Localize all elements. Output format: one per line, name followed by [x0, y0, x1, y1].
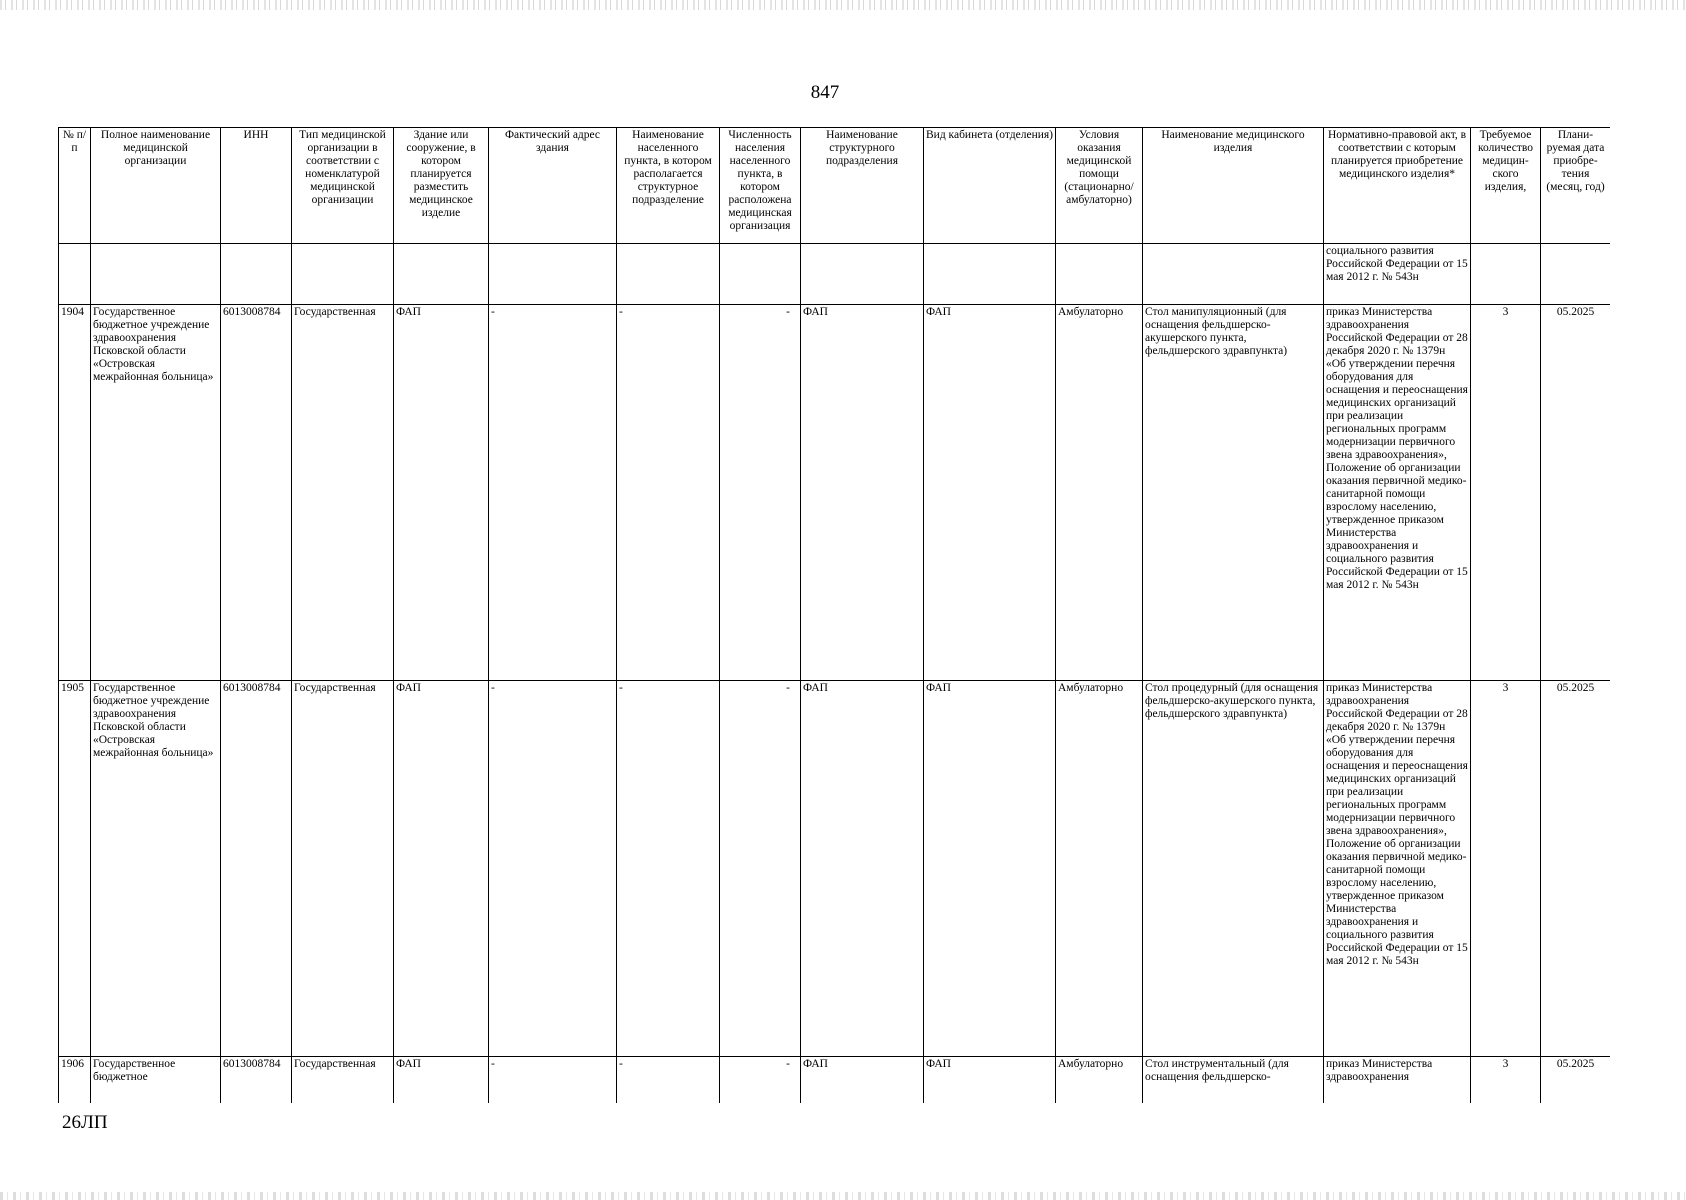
header-inn: ИНН	[221, 128, 292, 244]
cell-address: -	[489, 681, 617, 1057]
table-row	[59, 305, 1611, 681]
scan-edge-top	[0, 0, 1686, 10]
table-row	[59, 1057, 1611, 1104]
cell-settlement: -	[617, 681, 720, 1057]
cell-settlement: -	[617, 1057, 720, 1104]
procurement-table-wrapper	[58, 127, 1610, 1103]
cell-num: 1904	[59, 305, 91, 681]
header-type: Тип медицинской организации в соответствии с номенклатурой медицинской организации	[292, 128, 394, 244]
header-date: Плани-руемая дата приобре-тения (месяц, год)	[1541, 128, 1611, 244]
header-act: Нормативно-правовой акт, в соответствии с которым планируется приобретение медицинского изделия*	[1324, 128, 1471, 244]
cell-num: 1906	[59, 1057, 91, 1104]
cell-type: Государственная	[292, 305, 394, 681]
cell-org: Государственное бюджетное учреждение здравоохранения Псковской области «Островская межрайонная больница»	[91, 681, 221, 1057]
cell-act: приказ Министерства здравоохранения Российской Федерации от 28 декабря 2020 г. № 1379н «Об утверждении перечня оборудования для оснащения и переоснащения медицинских организаций при реализации региональных программ модернизации первичного звена здравоохранения», Положение об организации оказания первичной медико-санитарной помощи взрослому населению, утвержденное приказом Министерства здравоохранения и социального развития Российской Федерации от 15 мая 2012 г. № 543н	[1324, 305, 1471, 681]
cell-cabinet: ФАП	[924, 681, 1056, 1057]
cell-building: ФАП	[394, 305, 489, 681]
footer-code: 26ЛП	[62, 1112, 108, 1133]
cell-cabinet: ФАП	[924, 305, 1056, 681]
table-row	[59, 681, 1611, 1057]
cell-division: ФАП	[801, 1057, 924, 1104]
cell-date: 05.2025	[1541, 1057, 1611, 1104]
cell-type: Государственная	[292, 1057, 394, 1104]
header-conditions: Условия оказания медицинской помощи (стационарно/ амбулаторно)	[1056, 128, 1143, 244]
cell-org: Государственное бюджетное	[91, 1057, 221, 1104]
cell-date: 05.2025	[1541, 681, 1611, 1057]
cell-inn: 6013008784	[221, 305, 292, 681]
cell-building: ФАП	[394, 1057, 489, 1104]
cell-population: -	[720, 681, 801, 1057]
cell-conditions: Амбулаторно	[1056, 681, 1143, 1057]
page-number: 847	[810, 82, 840, 103]
scan-edge-bottom	[0, 1192, 1686, 1200]
header-division: Наименование структурного подразделения	[801, 128, 924, 244]
cell-address: -	[489, 305, 617, 681]
cell-conditions: Амбулаторно	[1056, 305, 1143, 681]
header-org: Полное наименование медицинской организации	[91, 128, 221, 244]
cell-quantity: 3	[1471, 681, 1541, 1057]
cell-act: приказ Министерства здравоохранения Российской Федерации от 28 декабря 2020 г. № 1379н «Об утверждении перечня оборудования для оснащения и переоснащения медицинских организаций при реализации региональных программ модернизации первичного звена здравоохранения», Положение об организации оказания первичной медико-санитарной помощи взрослому населению, утвержденное приказом Министерства здравоохранения и социального развития Российской Федерации от 15 мая 2012 г. № 543н	[1324, 681, 1471, 1057]
cell-population: -	[720, 305, 801, 681]
cell-device: Стол манипуляционный (для оснащения фельдшерско-акушерского пункта, фельдшерского здравпункта)	[1143, 305, 1324, 681]
header-settlement: Наименование населенного пункта, в котором располагается структурное подразделение	[617, 128, 720, 244]
cell-act: приказ Министерства здравоохранения	[1324, 1057, 1471, 1104]
cell-cabinet: ФАП	[924, 1057, 1056, 1104]
header-building: Здание или сооружение, в котором планируется разместить медицинское изделие	[394, 128, 489, 244]
cell-building: ФАП	[394, 681, 489, 1057]
cell-quantity: 3	[1471, 305, 1541, 681]
procurement-table	[58, 127, 1610, 1103]
header-cabinet: Вид кабинета (отделения)	[924, 128, 1056, 244]
cell-inn: 6013008784	[221, 681, 292, 1057]
cell-settlement: -	[617, 305, 720, 681]
header-device: Наименование медицинского изделия	[1143, 128, 1324, 244]
header-address: Фактический адрес здания	[489, 128, 617, 244]
header-row	[59, 128, 1611, 244]
cell-device: Стол процедурный (для оснащения фельдшерско-акушерского пункта, фельдшерского здравпункта)	[1143, 681, 1324, 1057]
cell-division: ФАП	[801, 305, 924, 681]
cell-conditions: Амбулаторно	[1056, 1057, 1143, 1104]
cell-inn: 6013008784	[221, 1057, 292, 1104]
cell-quantity: 3	[1471, 1057, 1541, 1104]
cell-device: Стол инструментальный (для оснащения фельдшерско-	[1143, 1057, 1324, 1104]
table-row-continuation	[59, 244, 1611, 305]
cell-date: 05.2025	[1541, 305, 1611, 681]
cell-act: социального развития Российской Федерации от 15 мая 2012 г. № 543н	[1324, 244, 1471, 305]
cell-address: -	[489, 1057, 617, 1104]
cell-num: 1905	[59, 681, 91, 1057]
cell-org: Государственное бюджетное учреждение здравоохранения Псковской области «Островская межрайонная больница»	[91, 305, 221, 681]
cell-type: Государственная	[292, 681, 394, 1057]
header-population: Численность населения населенного пункта, в котором расположена медицинская организация	[720, 128, 801, 244]
cell-division: ФАП	[801, 681, 924, 1057]
header-quantity: Требуемое количество медицин-ского изделия,	[1471, 128, 1541, 244]
header-num: № п/п	[59, 128, 91, 244]
cell-population: -	[720, 1057, 801, 1104]
